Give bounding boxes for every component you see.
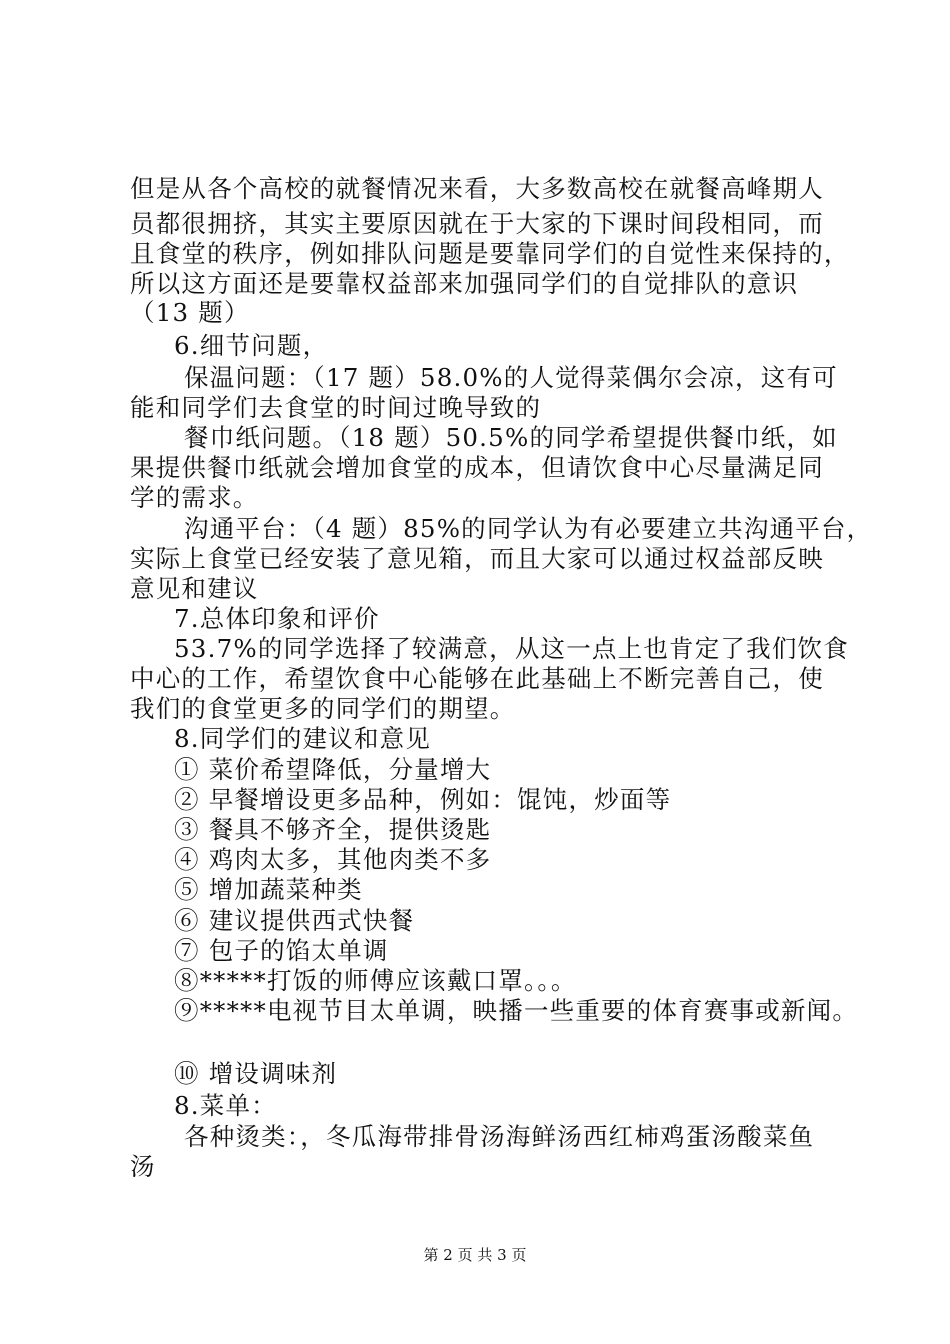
section-heading: 6.细节问题， bbox=[174, 331, 329, 360]
body-text-line: 汤 bbox=[130, 1152, 156, 1181]
body-text-line: 中心的工作，希望饮食中心能够在此基础上不断完善自己，使 bbox=[130, 664, 824, 693]
body-text-line: 我们的食堂更多的同学们的期望。 bbox=[130, 694, 516, 723]
body-text-line: 果提供餐巾纸就会增加食堂的成本，但请饮食中心尽量满足同 bbox=[130, 453, 824, 482]
body-text-line: 沟通平台：（4 题）85%的同学认为有必要建立共沟通平台， bbox=[184, 514, 873, 543]
body-text-line: 但是从各个高校的就餐情况来看，大多数高校在就餐高峰期人 bbox=[130, 174, 824, 203]
list-item: ⑧*****打饭的师傅应该戴口罩。。。 bbox=[174, 966, 577, 995]
body-text-line: （13 题） bbox=[130, 298, 250, 327]
list-item: ⑦ 包子的馅太单调 bbox=[174, 936, 389, 965]
body-text-line: 53.7%的同学选择了较满意，从这一点上也肯定了我们饮食 bbox=[174, 634, 849, 663]
section-heading: 8.菜单： bbox=[174, 1091, 277, 1120]
page-footer: 第 2 页 共 3 页 bbox=[423, 1246, 527, 1264]
section-heading: 8.同学们的建议和意见 bbox=[174, 724, 432, 753]
list-item: ⑨*****电视节目太单调，映播一些重要的体育赛事或新闻。 bbox=[174, 996, 859, 1025]
list-item: ⑥ 建议提供西式快餐 bbox=[174, 906, 415, 935]
list-item: ① 菜价希望降低，分量增大 bbox=[174, 755, 492, 784]
list-item: ⑤ 增加蔬菜种类 bbox=[174, 875, 363, 904]
body-text-line: 保温问题：（17 题）58.0%的人觉得菜偶尔会凉，这有可 bbox=[184, 363, 838, 392]
list-item: ② 早餐增设更多品种，例如：馄饨，炒面等 bbox=[174, 785, 672, 814]
list-item: ③ 餐具不够齐全，提供烫匙 bbox=[174, 815, 492, 844]
list-item: ⑩ 增设调味剂 bbox=[174, 1059, 338, 1088]
body-text-line: 各种烫类：，冬瓜海带排骨汤海鲜汤西红柿鸡蛋汤酸菜鱼 bbox=[184, 1122, 815, 1151]
body-text-line: 实际上食堂已经安装了意见箱，而且大家可以通过权益部反映 bbox=[130, 544, 824, 573]
section-heading: 7.总体印象和评价 bbox=[174, 604, 380, 633]
body-text-line: 员都很拥挤，其实主要原因就在于大家的下课时间段相同，而 bbox=[130, 209, 824, 238]
list-item: ④ 鸡肉太多，其他肉类不多 bbox=[174, 845, 492, 874]
body-text-line: 意见和建议 bbox=[130, 574, 259, 603]
body-text-line: 餐巾纸问题。（18 题）50.5%的同学希望提供餐巾纸，如 bbox=[184, 423, 838, 452]
body-text-line: 且食堂的秩序，例如排队问题是要靠同学们的自觉性来保持的， bbox=[130, 239, 850, 268]
body-text-line: 所以这方面还是要靠权益部来加强同学们的自觉排队的意识 bbox=[130, 269, 799, 298]
body-text-line: 学的需求。 bbox=[130, 483, 259, 512]
body-text-line: 能和同学们去食堂的时间过晚导致的 bbox=[130, 393, 542, 422]
